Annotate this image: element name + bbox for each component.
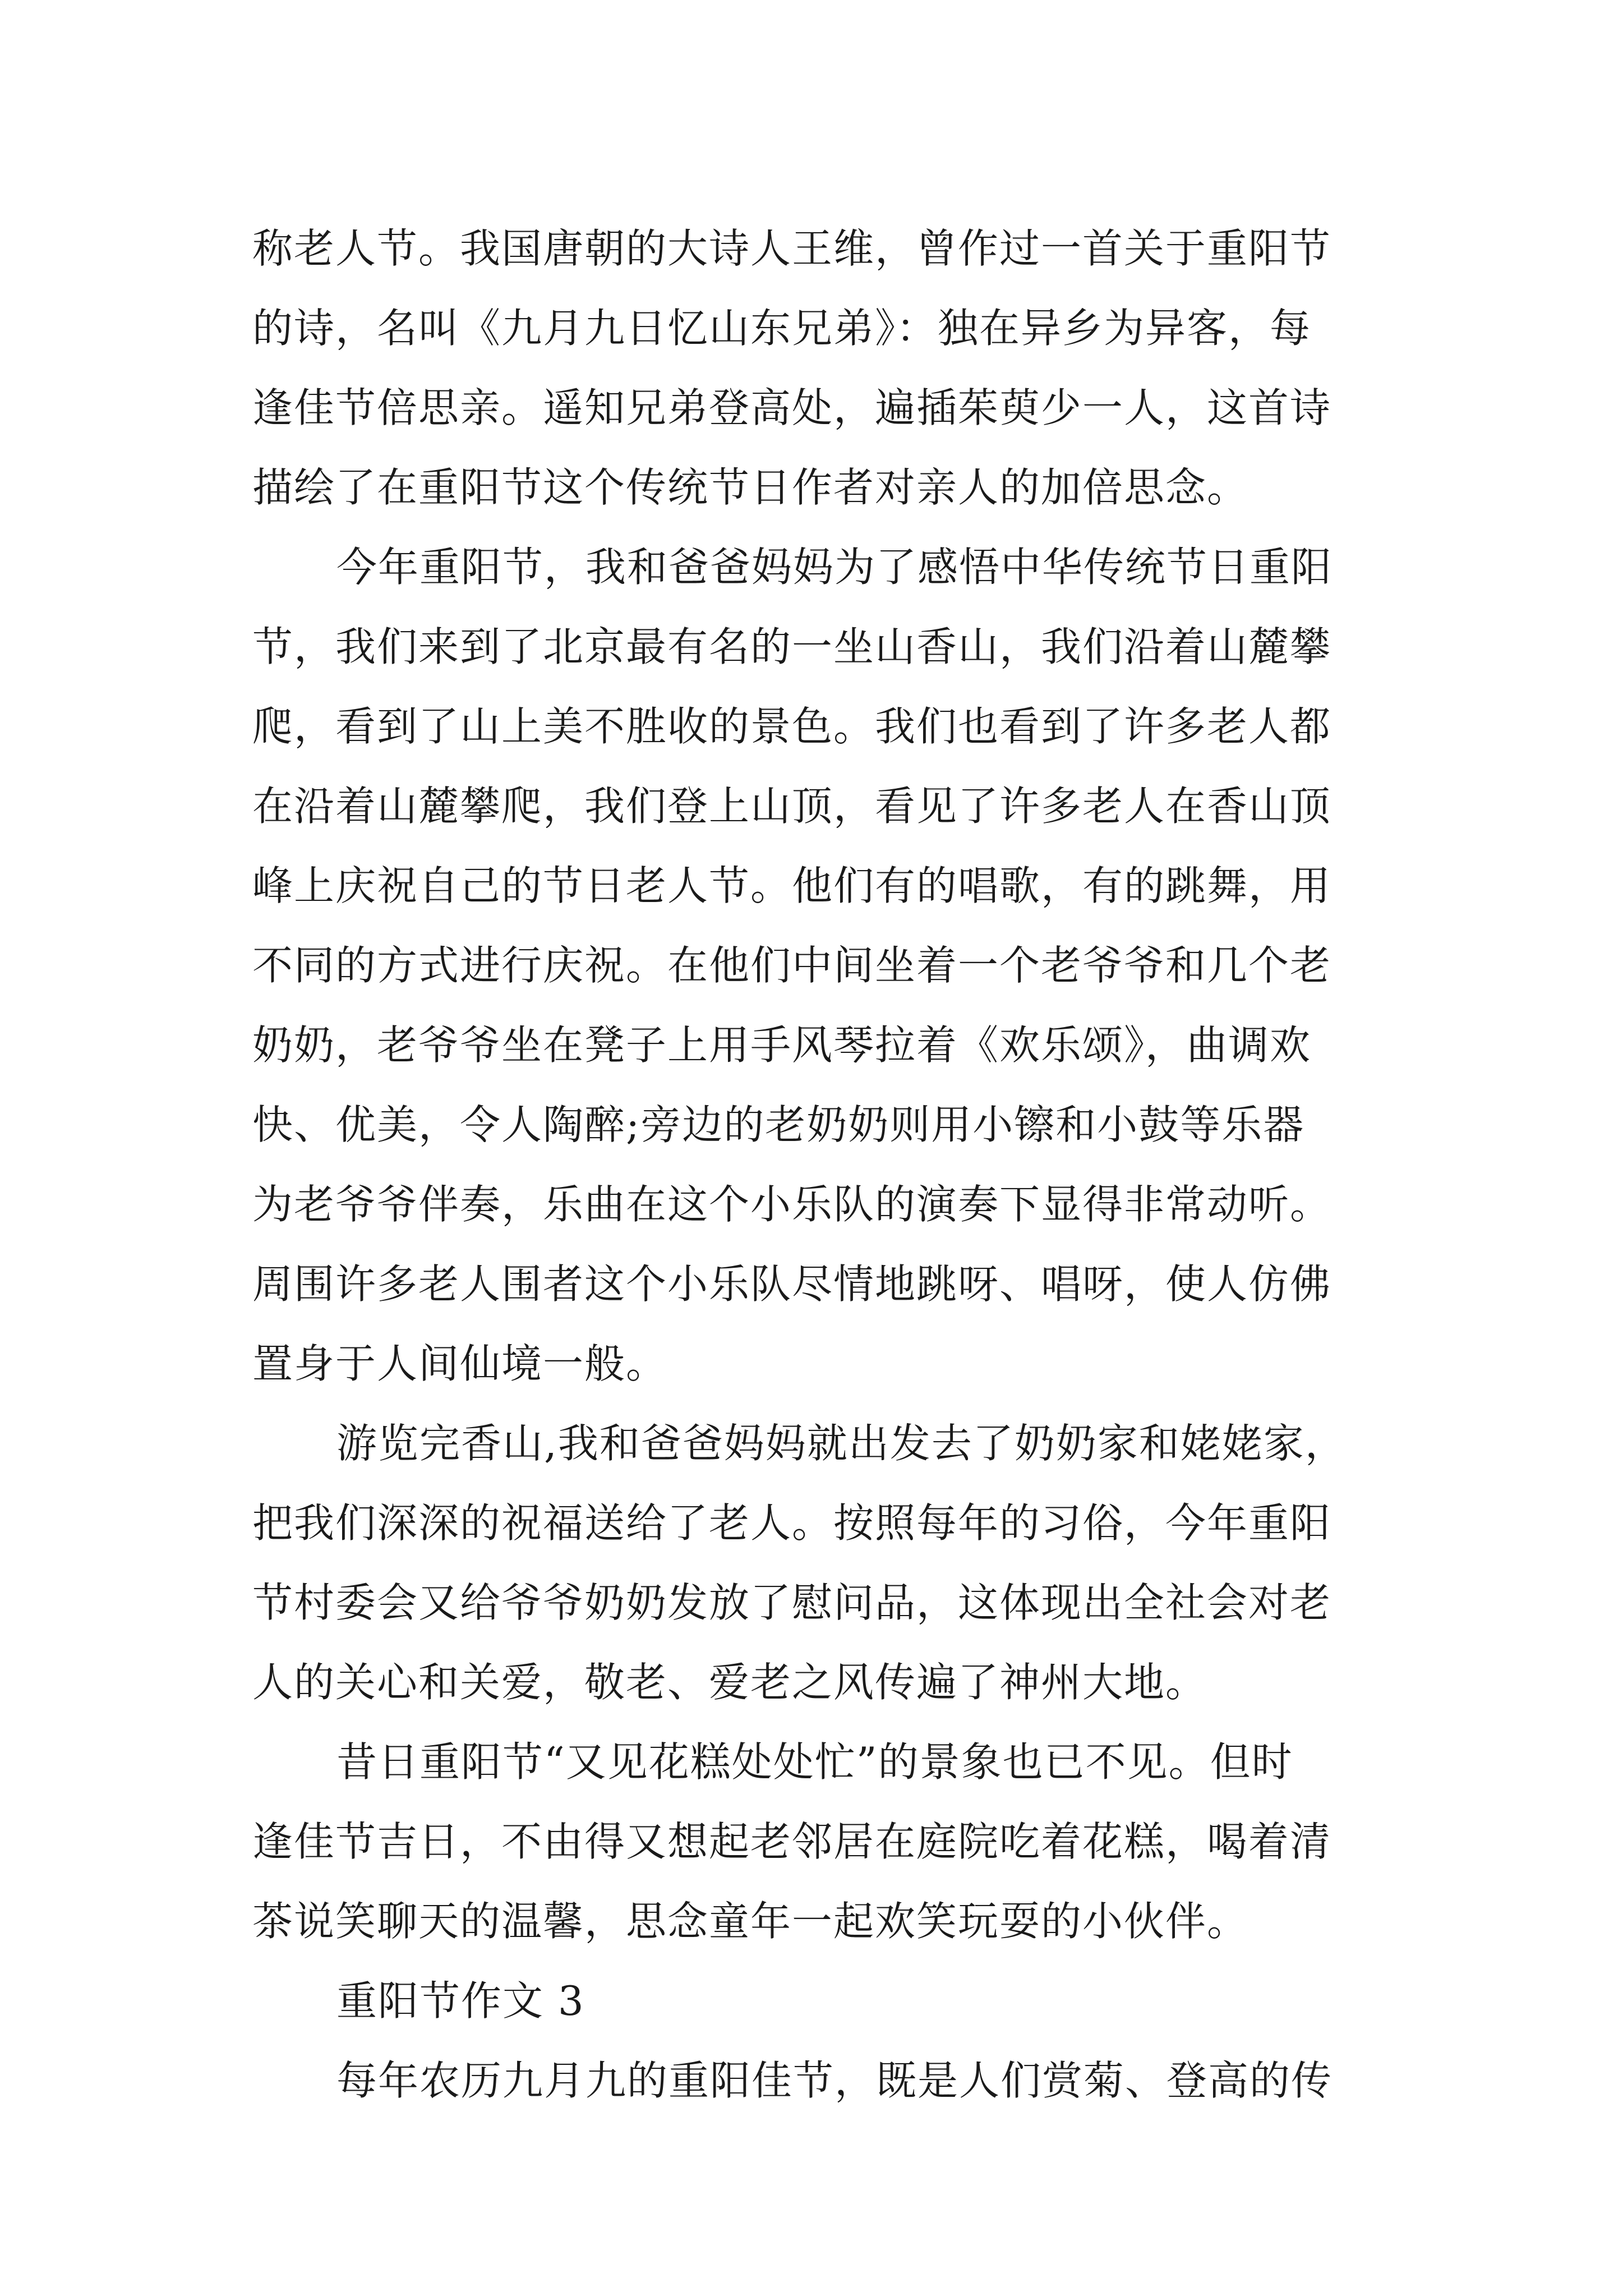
text-line: 的诗，名叫《九月九日忆山东兄弟》：独在异乡为异客，每 xyxy=(252,305,1312,352)
text-line: 节村委会又给爷爷奶奶发放了慰问品，这体现出全社会对老 xyxy=(252,1579,1332,1626)
text-line: 快、优美，令人陶醉;旁边的老奶奶则用小镲和小鼓等乐器 xyxy=(252,1101,1305,1148)
paragraph-start-line: 昔日重阳节“又见花糕处处忙”的景象也已不见。但时 xyxy=(336,1738,1293,1786)
text-line: 在沿着山麓攀爬，我们登上山顶，看见了许多老人在香山顶 xyxy=(252,783,1332,830)
text-line: 为老爷爷伴奏，乐曲在这个小乐队的演奏下显得非常动听。 xyxy=(252,1181,1332,1228)
body-text xyxy=(252,209,1380,2120)
text-line: 把我们深深的祝福送给了老人。按照每年的习俗，今年重阳 xyxy=(252,1499,1332,1547)
text-line: 节，我们来到了北京最有名的一坐山香山，我们沿着山麓攀 xyxy=(252,623,1332,670)
paragraph-start-line: 每年农历九月九的重阳佳节，既是人们赏菊、登高的传 xyxy=(336,2057,1333,2104)
text-line: 称老人节。我国唐朝的大诗人王维，曾作过一首关于重阳节 xyxy=(252,225,1332,272)
text-line: 峰上庆祝自己的节日老人节。他们有的唱歌，有的跳舞，用 xyxy=(252,862,1332,909)
text-line: 描绘了在重阳节这个传统节日作者对亲人的加倍思念。 xyxy=(252,464,1249,511)
text-line: 爬，看到了山上美不胜收的景色。我们也看到了许多老人都 xyxy=(252,703,1332,750)
text-line: 逢佳节倍思亲。遥知兄弟登高处，遍插茱萸少一人，这首诗 xyxy=(252,384,1332,431)
paragraph-start-line: 游览完香山,我和爸爸妈妈就出发去了奶奶家和姥姥家， xyxy=(336,1420,1347,1467)
text-line: 置身于人间仙境一般。 xyxy=(252,1340,668,1387)
section-heading: 重阳节作文 3 xyxy=(336,1977,585,2024)
text-line: 茶说笑聊天的温馨，思念童年一起欢笑玩耍的小伙伴。 xyxy=(252,1898,1249,1945)
paragraph-start-line: 今年重阳节，我和爸爸妈妈为了感悟中华传统节日重阳 xyxy=(336,544,1333,591)
text-line: 周围许多老人围者这个小乐队尽情地跳呀、唱呀，使人仿佛 xyxy=(252,1260,1332,1308)
text-line: 人的关心和关爱，敬老、爱老之风传遍了神州大地。 xyxy=(252,1659,1207,1706)
text-line: 不同的方式进行庆祝。在他们中间坐着一个老爷爷和几个老 xyxy=(252,942,1332,989)
text-line: 奶奶，老爷爷坐在凳子上用手风琴拉着《欢乐颂》，曲调欢 xyxy=(252,1022,1312,1069)
text-line: 逢佳节吉日，不由得又想起老邻居在庭院吃着花糕，喝着清 xyxy=(252,1818,1332,1865)
